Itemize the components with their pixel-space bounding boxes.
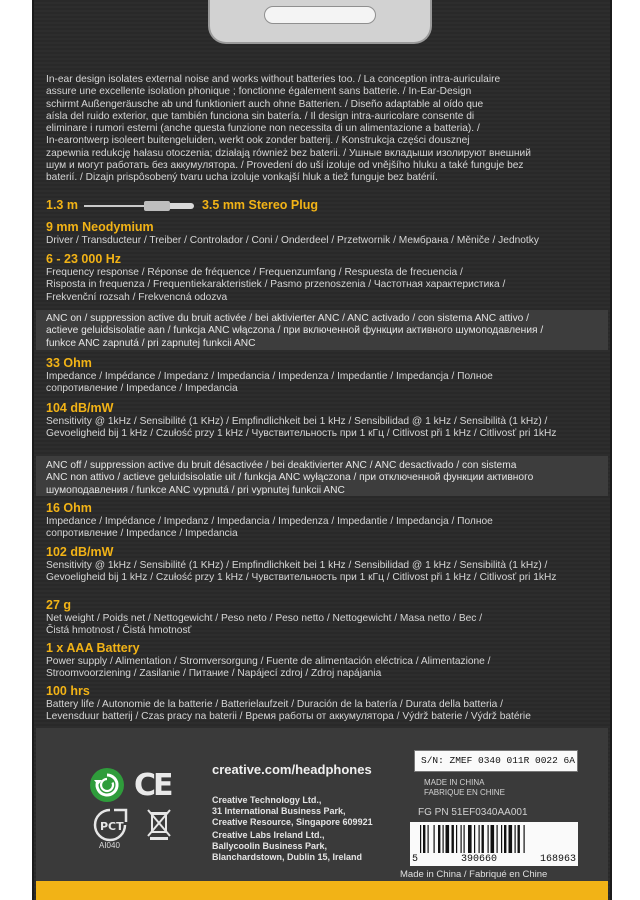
anc-off-note-line: ANC non attivo / actieve geluidsisolatie uit / funkcja ANC wyłączona / при отключенной функции активного xyxy=(46,472,534,484)
impedance-label-line: сопротивление / Impedance / Impedancia xyxy=(46,383,238,395)
barcode-bar xyxy=(482,825,484,853)
impedance-label-line: сопротивление / Impedance / Impedancia xyxy=(46,528,238,540)
barcode-digit-group: 5 xyxy=(412,854,419,865)
intro-text xyxy=(46,74,586,185)
frequency-spec xyxy=(46,252,586,304)
intro-line: assure une excellente isolation phonique ; fonctionne également sans batterie. / In-Ear-Design xyxy=(46,86,472,98)
fg-part-number: FG PN 51EF0340AA001 xyxy=(418,807,528,818)
cable-spec xyxy=(46,198,586,213)
address-line: Creative Resource, Singapore 609921 xyxy=(212,817,373,827)
barcode-bar xyxy=(491,825,495,853)
barcode-bar xyxy=(515,825,516,853)
battery-life-spec xyxy=(46,684,586,724)
anc-on-note xyxy=(46,313,581,350)
battery-value: 1 x AAA Battery xyxy=(46,641,140,655)
address-singapore xyxy=(212,795,412,828)
cable-length: 1.3 m xyxy=(46,198,78,212)
recycle-icon xyxy=(90,768,124,802)
battery-life-value: 100 hrs xyxy=(46,684,90,698)
serial-number-label: S/N: ZMEF 0340 011R 0022 6A xyxy=(414,750,578,772)
intro-line: baterií. / Dizajn prispôsobený tvaru ucha izoluje vonkajší hluk a tiež funguje bez batérií. xyxy=(46,172,438,184)
barcode-bar xyxy=(524,825,525,853)
anc-off-note xyxy=(46,460,581,497)
barcode-bar xyxy=(497,825,498,853)
headphone-plug-icon xyxy=(84,200,196,212)
barcode-bar xyxy=(461,825,462,853)
barcode-bar xyxy=(456,825,457,853)
weee-bin-icon xyxy=(146,806,172,840)
sensitivity-value: 104 dB/mW xyxy=(46,401,114,415)
intro-line: In-earontwerp isoleert buitengeluiden, werkt ook zonder batterij. / Konstrukcja części dousznej xyxy=(46,135,470,147)
barcode-digit-group: 168963 xyxy=(539,854,576,865)
barcode xyxy=(410,822,578,866)
barcode-bar xyxy=(443,825,444,853)
impedance-value: 33 Ohm xyxy=(46,356,92,370)
weight-label-line: Net weight / Poids net / Nettogewicht / Peso neto / Peso netto / Nettogewicht / Masa netto / Вес / xyxy=(46,613,483,624)
barcode-bar xyxy=(518,825,520,853)
driver-spec xyxy=(46,220,586,247)
battery-label-line: Stroomvoorziening / Zasilanie / Питание / Napájecí zdroj / Zdroj napájania xyxy=(46,668,382,680)
anc-on-impedance xyxy=(46,356,586,396)
anc-on-note-line: ANC on / suppression active du bruit activée / bei aktivierter ANC / ANC activado / con sistema ANC attivo / xyxy=(46,313,529,324)
sensitivity-label-line: Gevoeligheid bij 1 kHz / Czułość przy 1 kHz / Чувствительность при 1 кГц / Citlivost při 1 kHz / Citlivosť pri 1kHz xyxy=(46,572,557,584)
barcode-bar xyxy=(452,825,454,853)
frequency-value: 6 - 23 000 Hz xyxy=(46,252,122,266)
yellow-edge xyxy=(36,881,608,900)
sensitivity-label-line: Sensitivity @ 1kHz / Sensibilité (1 KHz) / Empfindlichkeit bei 1 kHz / Sensibilidad @ 1 kHz / Sensibilità (1 kHz) / xyxy=(46,416,548,427)
address-line: Ballycoolin Business Park, xyxy=(212,841,328,851)
anc-on-note-line: funkce ANC zapnutá / pri zapnutej funkcii ANC xyxy=(46,337,256,349)
barcode-bar xyxy=(420,825,421,853)
frequency-label-line: Risposta in frequenza / Frequentiekarakteristiek / Pasmo przenoszenia / Частотная характеристика / xyxy=(46,279,506,291)
barcode-digits xyxy=(412,854,576,865)
address-ireland xyxy=(212,830,412,863)
barcode-bar xyxy=(423,825,425,853)
barcode-bar xyxy=(504,825,506,853)
barcode-bar xyxy=(446,825,450,853)
ce-mark-icon: CE xyxy=(134,768,171,803)
sensitivity-label-line: Sensitivity @ 1kHz / Sensibilité (1 KHz) / Empfindlichkeit bei 1 kHz / Sensibilidad @ 1 kHz / Sensibilità (1 kHz) / xyxy=(46,560,548,571)
address-line: Creative Technology Ltd., xyxy=(212,795,322,805)
made-in-label xyxy=(424,778,505,798)
intro-line: шум и могут работать без аккумулятора. / Provedení do uší izoluje od vnějšího hluku a také funguje bez xyxy=(46,160,524,172)
anc-on-sensitivity xyxy=(46,401,586,441)
barcode-bar xyxy=(501,825,502,853)
driver-value: 9 mm Neodymium xyxy=(46,220,154,234)
weight-spec xyxy=(46,598,586,638)
made-in-line: MADE IN CHINA xyxy=(424,778,485,787)
barcode-bar xyxy=(434,825,435,853)
hang-hole xyxy=(264,6,376,24)
weight-value: 27 g xyxy=(46,598,72,612)
sensitivity-value: 102 dB/mW xyxy=(46,545,114,559)
battery-life-label-line: Levensduur batterij / Czas pracy na baterii / Время работы от аккумулятора / Výdrž baterie / Výdrž batérie xyxy=(46,711,531,723)
barcode-bar xyxy=(468,825,472,853)
anc-off-impedance xyxy=(46,501,586,541)
cable-plug: 3.5 mm Stereo Plug xyxy=(201,198,318,212)
anc-off-sensitivity xyxy=(46,545,586,585)
barcode-bars xyxy=(420,825,568,853)
frequency-label-line: Frequency response / Réponse de fréquence / Frequenzumfang / Respuesta de frecuencia / xyxy=(46,267,463,278)
pct-code: AI040 xyxy=(99,841,120,850)
address-line: Blanchardstown, Dublin 15, Ireland xyxy=(212,852,363,862)
impedance-label-line: Impedance / Impédance / Impedanz / Impedancia / Impedenza / Impedantie / Impedancja / Полное xyxy=(46,371,493,382)
barcode-bar xyxy=(479,825,480,853)
barcode-bar xyxy=(488,825,489,853)
made-in-china-text: Made in China / Fabriqué en Chine xyxy=(400,869,548,880)
barcode-bar xyxy=(438,825,440,853)
sensitivity-label-line: Gevoeligheid bij 1 kHz / Czułość przy 1 kHz / Чувствительность при 1 кГц / Citlivost při 1 kHz / Citlivosť pri 1kHz xyxy=(46,428,557,440)
address-line: 31 International Business Park, xyxy=(212,806,346,816)
anc-on-note-line: actieve geluidsisolatie aan / funkcja ANC włączona / при включенной функции активного шумоподавления / xyxy=(46,325,544,337)
intro-line: schirmt Außengeräusche ab und funktioniert auch ohne Batterien. / Diseño adaptable al oído que xyxy=(46,98,484,110)
anc-off-note-line: шумоподавления / funkce ANC vypnutá / pri vypnutej funkcii ANC xyxy=(46,484,345,496)
anc-off-note-line: ANC off / suppression active du bruit désactivée / bei deaktivierter ANC / ANC desactivado / con sistema xyxy=(46,460,517,471)
barcode-bar xyxy=(509,825,513,853)
intro-line: aísla del ruido exterior, que también funciona sin batería. / Il design intra-auricolare consente di xyxy=(46,110,475,122)
battery-life-label-line: Battery life / Autonomie de la batterie / Batterielaufzeit / Duración de la batería / Durata della batteria / xyxy=(46,699,503,710)
weight-label-line: Čistá hmotnost / Čistá hmotnosť xyxy=(46,625,192,637)
svg-text:PCT: PCT xyxy=(100,820,124,833)
impedance-value: 16 Ohm xyxy=(46,501,92,515)
driver-label: Driver / Transducteur / Treiber / Controlador / Coni / Onderdeel / Przetwornik / Мембрана / Měniče / Jednotky xyxy=(46,235,539,246)
intro-line: eliminare i rumori esterni (anche questa funzione non necessita di un alimentazione a batteria). / xyxy=(46,123,480,135)
battery-label-line: Power supply / Alimentation / Stromversorgung / Fuente de alimentación eléctrica / Alimentazione / xyxy=(46,656,491,667)
pct-mark-icon xyxy=(92,808,128,842)
made-in-line: FABRIQUE EN CHINE xyxy=(424,788,505,797)
website-link: creative.com/headphones xyxy=(212,762,372,777)
impedance-label-line: Impedance / Impédance / Impedanz / Impedancia / Impedenza / Impedantie / Impedancja / Полное xyxy=(46,516,493,527)
barcode-digit-group: 390660 xyxy=(460,854,497,865)
battery-spec xyxy=(46,641,586,681)
barcode-bar xyxy=(464,825,465,853)
barcode-bar xyxy=(474,825,475,853)
intro-line: zapewnia redukcję hałasu otoczenia; działają również bez baterii. / Ушные вкладыши изолируют внешний xyxy=(46,147,531,159)
frequency-label-line: Frekvenční rozsah / Frekvencná odozva xyxy=(46,291,228,303)
address-line: Creative Labs Ireland Ltd., xyxy=(212,830,325,840)
intro-line: In-ear design isolates external noise and works without batteries too. / La conception intra-auriculaire xyxy=(46,74,501,85)
barcode-bar xyxy=(428,825,429,853)
